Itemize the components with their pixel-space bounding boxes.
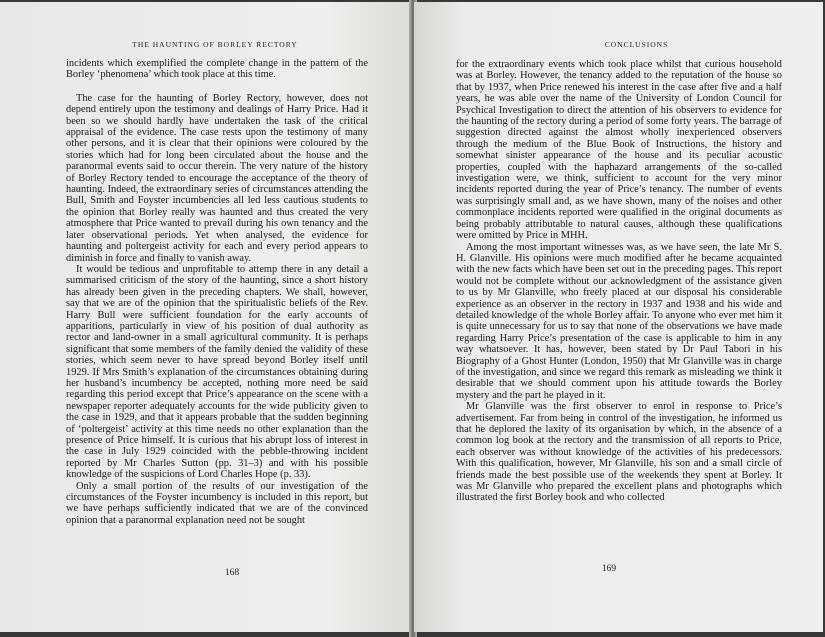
- paragraph: Mr Glanville was the first observer to enrol in response to Price’s advertisement. Far from being in control of the investigation, he informed us that he deplored the laxity of its organisation by which, in the absence of a common log book at the rectory and the transmission of all reports to Price, each observer was without knowledge of the activities of his predecessors. With this qualification, however, Mr Glanville, his son and a small circle of friends made the best possible use of the weekends they spent at Borley. It was Mr Glanville who prepared the excellent plans and photographs which illustrated the first Borley book and who collected: [456, 401, 782, 504]
- left-page: [0, 2, 412, 632]
- page-number-right: 169: [601, 564, 617, 574]
- page-number-left: 168: [224, 568, 240, 578]
- paragraph: The case for the haunting of Borley Rectory, however, does not depend entirely upon the testimony and dealings of Harry Price. Had it been so we should hardly have undertaken the task of the critical appraisal of the evidence. The case rests upon the testimony of many other persons, and it is clear that their opinions were coloured by the stories which had for long been circulated about the house and the paranormal events said to occur therein. The very nature of the history of Borley Rectory tended to encourage the acceptance of the theory of haunting. Indeed, the extraordinary series of circumstances attending the Bull, Smith and Foyster incumbencies all led less cautious students to the opinion that Borley really was haunted and thus created the very atmosphere that Price wanted to prevail during his own tenancy and the later observational periods. Yet when analysed, the evidence for haunting and poltergeist activity for each and every period appears to diminish in force and finally to vanish away.: [66, 92, 368, 264]
- paragraph: Only a small portion of the results of our investigation of the circumstances of the Foyster incumbency is included in this report, but we have perhaps sufficiently indicated that we are of the convinced opinion that a paranormal explanation need not be sought: [66, 480, 368, 526]
- running-head-right: CONCLUSIONS: [604, 40, 669, 49]
- paragraph: incidents which exemplified the complete change in the pattern of the Borley ‘phenomena’ which took place at this time.: [66, 58, 368, 81]
- paragraph: It would be tedious and unprofitable to attemp there in any detail a summarised criticism of the story of the haunting, since a short history has already been given in the preceding chapters. We shall, however, say that we are of the opinion that the spiritualistic beliefs of the Rev. Harry Bull were sufficient foundation for the early accounts of apparitions, particularly in view of his position of dual authority as rector and land-owner in a small agricultural community. It is perhaps significant that some members of the family denied the validity of these stories, which seem never to have spread beyond Borley itself until 1929. If Mrs Smith’s explanation of the circumstances obtaining during her husband’s incumbency be accepted, nothing more need be said regarding this period except that Price’s appearance on the scene with a newspaper reporter adequately accounts for the wide publicity given to the case in 1929, and that it appears probable that the sudden beginning of ‘poltergeist’ activity at this time needs no other explanation than the presence of Price himself. It is curious that his abrupt loss of interest in the case in July 1929 coincided with the pebble-throwing incident reported by Mr Charles Sutton (pp. 31–3) and with his possible knowledge of the suspicions of Lord Charles Hope (p. 33).: [66, 263, 368, 481]
- right-page: [414, 2, 823, 632]
- running-head-left: THE HAUNTING OF BORLEY RECTORY: [132, 40, 298, 49]
- left-page-body: [66, 58, 368, 526]
- paragraph: Among the most important witnesses was, as we have seen, the late Mr S. H. Glanville. His opinions were much modified after he became acquainted with the new facts which have been set out in the preceding pages. This report would not be complete without our acknowledgment of the assistance given to us by Mr Glanville, who freely placed at our disposal his considerable experience as an observer in the rectory in 1937 and 1938 and his wide and detailed knowledge of the whole Borley affair. To anyone who ever met him it is quite unnecessary for us to say that none of the observations we have made regarding Harry Price’s presentation of the case is applicable to him in any way whatsoever. It has, however, been stated by Dr Paul Tabori in his Biography of a Ghost Hunter (London, 1950) that Mr Glanville was in charge of the investigation, and since we regard this remark as misleading we think it desirable that we should comment upon his attitude towards the Borley mystery and the part he played in it.: [456, 241, 782, 401]
- right-page-body: [456, 59, 782, 504]
- paragraph: for the extraordinary events which took place whilst that curious household was at Borley. However, the tenancy added to the reputation of the house so that by 1937, when Price renewed his interest in the case after five and a half years, he was able over the name of the University of London Council for Psychical Investigation to direct the attention of his observers to evidence for the haunting of the rectory during a period of some forty years. The barrage of suggestion directed against the almost wholly inexperienced observers through the medium of the Blue Book of Instructions, the history and somewhat sinister appearance of the house and its peculiar acoustic properties, coupled with the haphazard arrangements of the so-called investigation were, we think, sufficient to account for the very minor incidents reported during the year of Price’s tenancy. The number of events was surprisingly small and, as we have shown, many of the noises and other commonplace incidents reported were qualified in the original documents as being probably attributable to natural causes, although these qualifications were omitted by Price in MHH.: [456, 59, 782, 242]
